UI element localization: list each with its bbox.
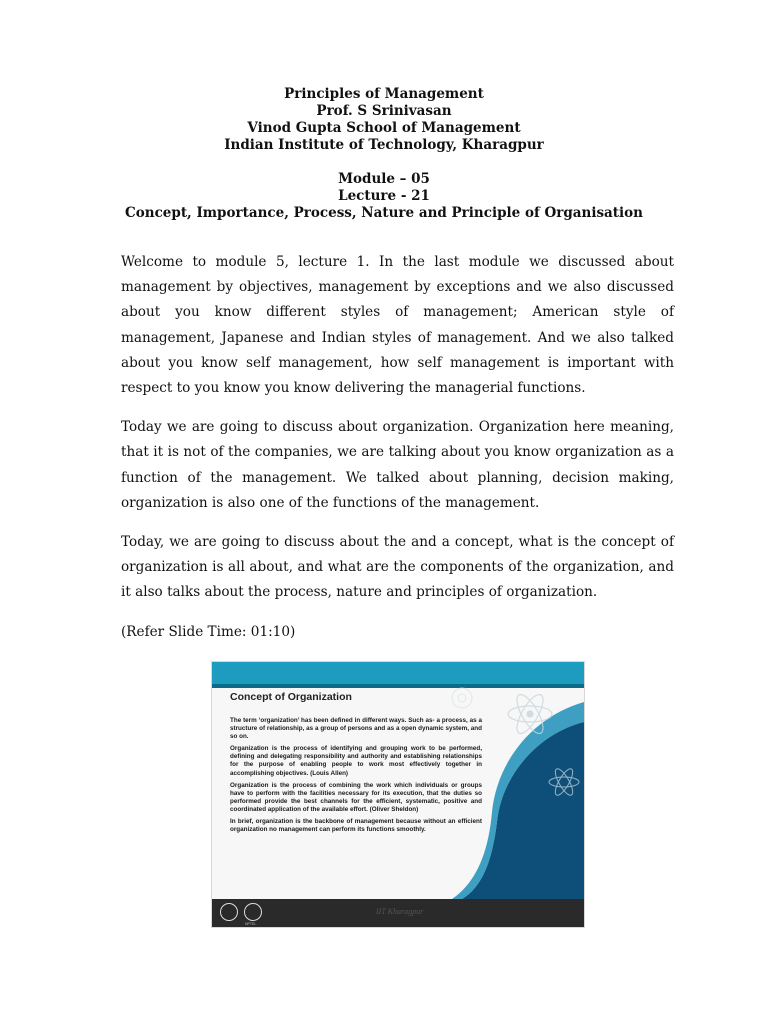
lecture-topic: Concept, Importance, Process, Nature and Principle of Organisation: [125, 205, 643, 221]
slide-paragraph: Organization is the process of combining the work which individuals or groups have to perform with the facilities necessary for its execution, that the duties so performed provide the best channels for the efficient, systematic, positive and coordinated application of the available effort. (Oliver Sheldon): [230, 781, 482, 813]
slide-title: Concept of Organization: [230, 691, 352, 703]
iit-logo-icon: [220, 903, 238, 921]
course-title: Principles of Management: [284, 86, 484, 102]
slide-paragraph: The term ‘organization’ has been defined in different ways. Such as- a process, as a structure of relationship, as a group of persons and as a open dynamic system, and so on.: [230, 717, 482, 741]
document-body: [121, 250, 674, 659]
nptel-logo-label: NPTEL: [245, 922, 257, 926]
body-paragraph: Today, we are going to discuss about the and a concept, what is the concept of organization is all about, and what are the components of the organization, and it also talks about the process, nature and principles of organization.: [121, 534, 674, 601]
body-paragraph: Welcome to module 5, lecture 1. In the last module we discussed about management by objectives, management by exceptions and we also discussed about you know different styles of management; American style of management, Japanese and Indian styles of management. And we also talked about you know self management, how self management is important with respect to you know you know delivering the managerial functions.: [121, 254, 674, 397]
gear-icon: [452, 688, 472, 708]
slide-paragraph: Organization is the process of identifying and grouping work to be performed, defining and delegating responsibility and authority and establishing relationships for the purpose of enabling people to work most effectively together in accomplishing objectives. (Louis Allen): [230, 745, 482, 777]
slide-footer: [212, 899, 584, 927]
nptel-logo-icon: [244, 903, 262, 921]
document-header: [0, 86, 768, 222]
module-number: Module – 05: [338, 171, 430, 187]
body-paragraph: Today we are going to discuss about organization. Organization here meaning, that it is not of the companies, we are talking about you know organization as a function of the management. We talked about planning, decision making, organization is also one of the functions of the management.: [121, 419, 674, 511]
refer-slide-time: (Refer Slide Time: 01:10): [121, 623, 296, 640]
professor-name: Prof. S Srinivasan: [316, 103, 452, 119]
lecture-slide-image: [212, 662, 584, 927]
slide-body: [230, 717, 482, 838]
lecture-number: Lecture - 21: [338, 188, 430, 204]
school-name: Vinod Gupta School of Management: [247, 120, 521, 136]
institute-name: Indian Institute of Technology, Kharagpur: [224, 137, 544, 153]
slide-paragraph: In brief, organization is the backbone of management because without an efficient organization no management can perform its functions smoothly.: [230, 818, 482, 834]
slide-footer-text: IIT Kharagpur: [376, 907, 424, 916]
